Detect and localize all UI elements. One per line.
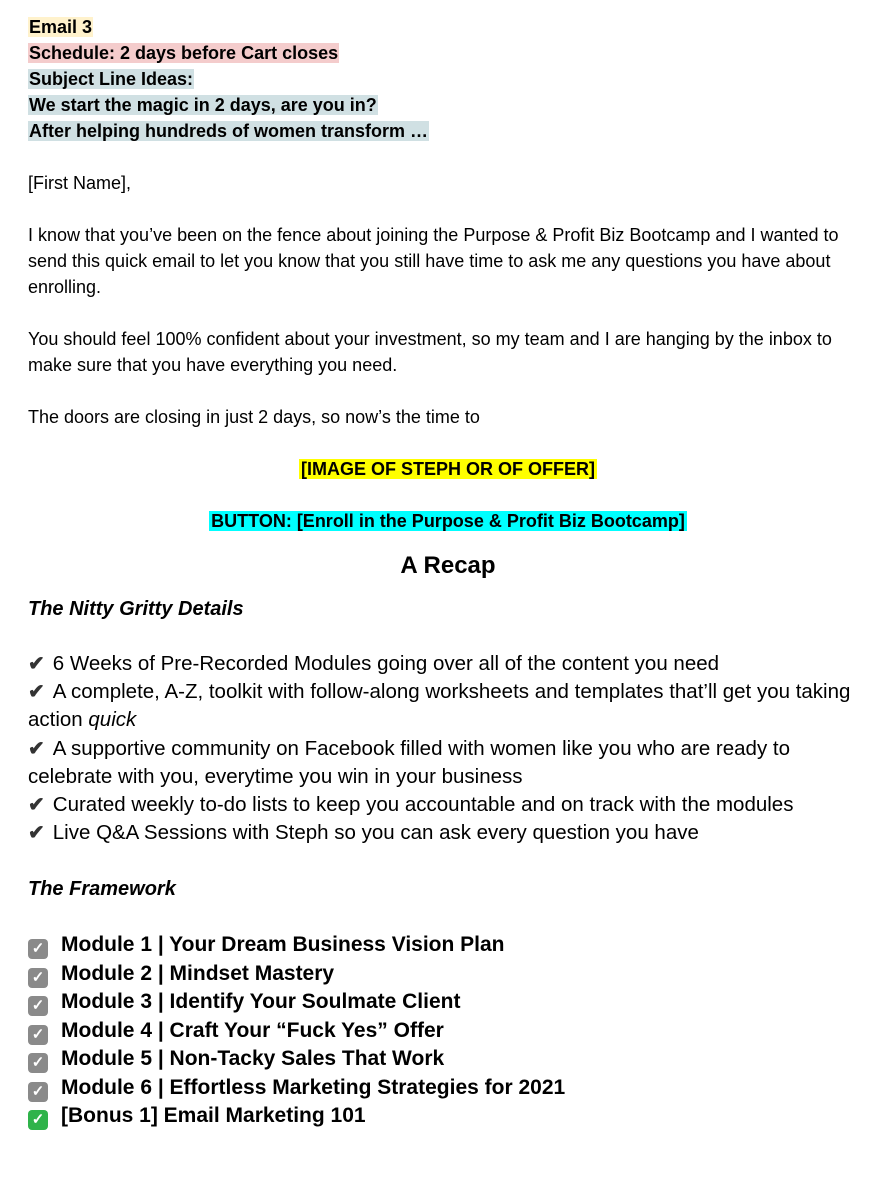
checkmark-icon: ✔ [28,737,45,760]
detail-item [28,791,868,819]
detail-italic-text: quick [88,708,137,732]
subject-line-1: We start the magic in 2 days, are you in? [29,95,377,115]
module-label: Module 6 | Effortless Marketing Strategies for 2021 [61,1075,566,1099]
detail-text: A supportive community on Facebook filled with women like you who are ready to celebrate with you, everytime you win in your business [28,736,790,788]
detail-text: Curated weekly to-do lists to keep you accountable and on track with the modules [52,793,794,817]
module-label: [Bonus 1] Email Marketing 101 [61,1104,366,1128]
module-item [28,988,868,1017]
enroll-button-placeholder[interactable]: BUTTON: [Enroll in the Purpose & Profit Biz Bootcamp] [211,511,685,531]
detail-text: Live Q&A Sessions with Steph so you can ask every question you have [52,821,699,845]
detail-item [28,678,868,734]
schedule-line: Schedule: 2 days before Cart closes [29,43,339,63]
greeting: [First Name], [28,173,132,193]
grey-checkbox-icon: ✓ [28,1025,48,1045]
grey-checkbox-icon: ✓ [28,968,48,988]
details-list [28,650,868,847]
image-placeholder-row [28,456,868,482]
paragraph-2: You should feel 100% confident about your investment, so my team and I are hanging by the inbox to make sure that you have everything you need. [28,329,832,375]
detail-item [28,650,868,678]
paragraph-3: The doors are closing in just 2 days, so now’s the time to [28,407,480,427]
module-item [28,1045,868,1074]
email-label: Email 3 [29,17,93,37]
checkmark-icon: ✔ [28,822,45,845]
email-document [28,14,868,1131]
grey-checkbox-icon: ✓ [28,1082,48,1102]
detail-item [28,735,868,791]
module-item [28,960,868,989]
grey-checkbox-icon: ✓ [28,1053,48,1073]
module-label: Module 1 | Your Dream Business Vision Plan [61,933,505,957]
email-header [28,14,868,144]
details-heading: The Nitty Gritty Details [28,598,244,620]
checkmark-icon: ✔ [28,653,45,675]
module-item [28,1102,868,1131]
recap-title: A Recap [400,552,496,579]
module-label: Module 3 | Identify Your Soulmate Client [61,990,461,1014]
detail-text: A complete, A-Z, toolkit with follow-along worksheets and templates that’ll get you taking action [28,680,851,732]
subject-line-2: After helping hundreds of women transform … [29,121,429,141]
module-item [28,1017,868,1046]
subject-heading: Subject Line Ideas: [29,69,194,89]
checkmark-icon: ✔ [28,794,45,817]
module-label: Module 2 | Mindset Mastery [61,961,335,985]
framework-heading: The Framework [28,878,176,901]
module-item [28,931,868,960]
module-item [28,1074,868,1103]
green-checkbox-icon: ✓ [28,1110,48,1130]
image-placeholder: [IMAGE OF STEPH OR OF OFFER] [301,459,595,479]
button-placeholder-row [28,508,868,534]
grey-checkbox-icon: ✓ [28,939,48,959]
module-label: Module 5 | Non-Tacky Sales That Work [61,1047,445,1071]
checkmark-icon: ✔ [28,681,45,704]
detail-text: 6 Weeks of Pre-Recorded Modules going over all of the content you need [52,652,720,675]
grey-checkbox-icon: ✓ [28,996,48,1016]
modules-list [28,931,868,1131]
module-label: Module 4 | Craft Your “Fuck Yes” Offer [61,1018,444,1042]
detail-item [28,819,868,847]
paragraph-1: I know that you’ve been on the fence about joining the Purpose & Profit Biz Bootcamp and I wanted to send this quick email to let you know that you still have time to ask me any questions you have about enrolling. [28,225,839,297]
